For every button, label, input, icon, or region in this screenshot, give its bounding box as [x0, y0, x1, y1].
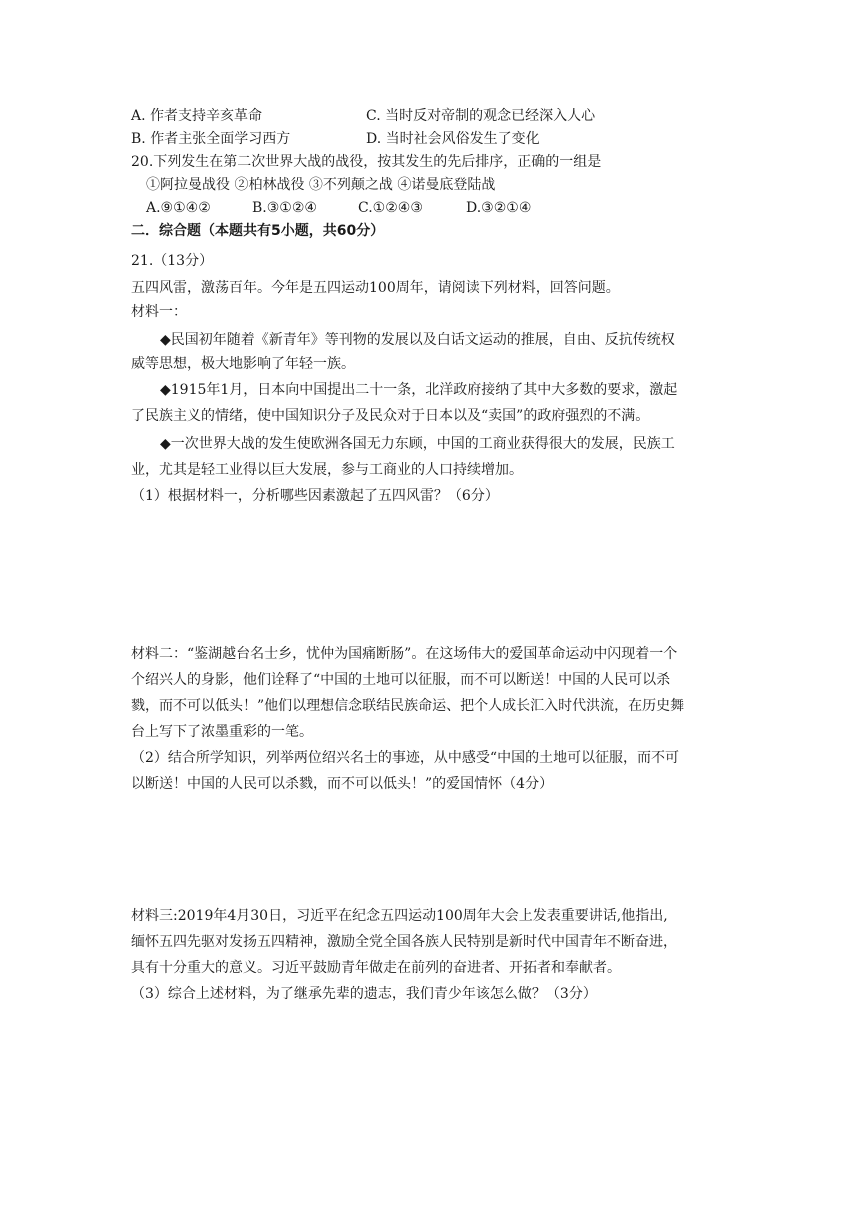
- q20-option-b: B.③①②④: [252, 200, 317, 216]
- material1-label: 材料一：: [131, 304, 187, 320]
- material1-bullet-3-line-1: ◆一次世界大战的发生使欧洲各国无力东顾，中国的工商业获得很大的发展，民族工: [160, 436, 675, 452]
- section-title: 二．综合题（本题共有5小题，共60分）: [131, 223, 385, 239]
- sub-question-1: （1）根据材料一，分析哪些因素激起了五四风雷？（6分）: [131, 488, 499, 504]
- material2-line-2: 个绍兴人的身影，他们诠释了“中国的土地可以征服，而不可以断送！中国的人民可以杀: [131, 672, 671, 688]
- q19-option-a: A. 作者支持辛亥革命: [131, 108, 263, 124]
- material1-bullet-2-line-1: ◆1915年1月，日本向中国提出二十一条，北洋政府接纳了其中大多数的要求，激起: [160, 382, 678, 398]
- q20-stem: 20.下列发生在第二次世界大战的战役，按其发生的先后排序，正确的一组是: [131, 154, 602, 170]
- q21-intro: 五四风雷，激荡百年。今年是五四运动100周年，请阅读下列材料，回答问题。: [131, 280, 620, 296]
- q19-option-d: D. 当时社会风俗发生了变化: [366, 131, 540, 147]
- sub-question-3: （3）综合上述材料，为了继承先辈的遗志，我们青少年该怎么做？（3分）: [131, 986, 597, 1002]
- sub-question-2-line-2: 以断送！中国的人民可以杀戮，而不可以低头！”的爱国情怀（4分）: [131, 776, 554, 792]
- material2-line-3: 戮，而不可以低头！”他们以理想信念联结民族命运、把个人成长汇入时代洪流，在历史舞: [131, 698, 685, 714]
- material3-line-2: 缅怀五四先驱对发扬五四精神，激励全党全国各族人民特别是新时代中国青年不断奋进，: [131, 934, 677, 950]
- material1-bullet-1-line-2: 威等思想，极大地影响了年轻一族。: [131, 356, 355, 372]
- material2-line-1: 材料二：“鉴湖越台名士乡，忧仲为国痛断肠”。在这场伟大的爱国革命运动中闪现着一个: [131, 646, 678, 662]
- material1-bullet-1-line-1: ◆民国初年随着《新青年》等刊物的发展以及白话文运动的推展，自由、反抗传统权: [160, 332, 675, 348]
- q20-option-d: D.③②①④: [466, 200, 532, 216]
- q20-option-c: C.①②④③: [358, 200, 423, 216]
- sub-question-2-line-1: （2）结合所学知识，列举两位绍兴名士的事迹，从中感受“中国的土地可以征服，而不可: [131, 750, 680, 766]
- q20-items: ①阿拉曼战役 ②柏林战役 ③不列颠之战 ④诺曼底登陆战: [146, 177, 496, 193]
- material3-line-1: 材料三:2019年4月30日，习近平在纪念五四运动100周年大会上发表重要讲话,他指出,: [131, 908, 668, 924]
- q19-option-c: C. 当时反对帝制的观念已经深入人心: [366, 108, 596, 124]
- material1-bullet-2-line-2: 了民族主义的情绪，使中国知识分子及民众对于日本以及“卖国”的政府强烈的不满。: [131, 408, 650, 424]
- q20-option-a: A.⑨①④②: [146, 200, 211, 216]
- material2-line-4: 台上写下了浓墨重彩的一笔。: [131, 724, 313, 740]
- material3-line-3: 具有十分重大的意义。习近平鼓励青年做走在前列的奋进者、开拓者和奉献者。: [131, 960, 621, 976]
- material1-bullet-3-line-2: 业，尤其是轻工业得以巨大发展，参与工商业的人口持续增加。: [131, 462, 523, 478]
- q21-number: 21.（13分）: [131, 253, 214, 269]
- q19-option-b: B. 作者主张全面学习西方: [131, 131, 291, 147]
